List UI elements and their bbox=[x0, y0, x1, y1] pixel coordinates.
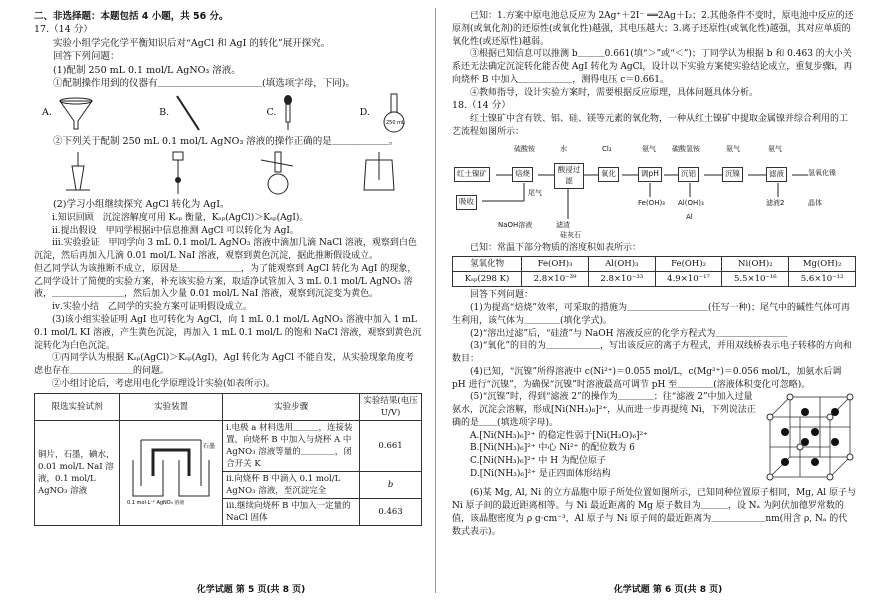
step-cell: ⅲ.继续向烧杯 B 中加入一定量的 NaCl 固体 bbox=[223, 499, 360, 526]
option-a-funnel: A. bbox=[42, 93, 96, 133]
table-header: 实验步骤 bbox=[223, 393, 360, 420]
q17-part3b: ②小组讨论后，考虑用电化学原理设计实验(如表所示)。 bbox=[52, 378, 276, 389]
flow-crystal: 晶体 bbox=[808, 199, 822, 208]
flow-water: 水 bbox=[560, 145, 567, 154]
table-header-row bbox=[35, 393, 422, 420]
ksp-value: 5.6×10⁻¹² bbox=[789, 272, 856, 287]
flow-al: Al bbox=[686, 213, 693, 222]
svg-text:石墨: 石墨 bbox=[203, 442, 216, 450]
q18-part1: (1)为提高“焙烧”效率，可采取的措施为＿＿＿＿＿＿＿＿＿(任写一种)；尾气中的碱性气体可再生利用，该气体为＿＿＿＿(填化学式)。 bbox=[452, 303, 850, 326]
table-header: 实验装置 bbox=[120, 393, 223, 420]
svg-text:250 mL: 250 mL bbox=[385, 119, 405, 126]
page-footer-right: 化学试题 第 6 页(共 8 页) bbox=[613, 585, 723, 596]
given-info: 已知：1.方案中原电池总反应为 2Ag⁺＋2I⁻ ══2Ag＋I₂；2.其他条件不变时，原电池中反应的还原剂(或氧化剂)的还原性(或氧化性)越强，其电压越大；3.离子还原性(或氧化性)越强，其对应单质的氧化性(或还原性)越弱。 bbox=[452, 11, 854, 47]
option-c-dropper: C. bbox=[266, 93, 296, 133]
process-flow-diagram bbox=[452, 141, 856, 239]
funnel-icon bbox=[56, 95, 96, 131]
ksp-value: 5.5×10⁻¹⁶ bbox=[722, 272, 789, 287]
q18-part3: (3)“氧化”的目的为＿＿＿＿＿＿，写出该反应的离子方程式，并用双线桥表示电子转移的方向和数目： bbox=[452, 341, 852, 365]
q17-part3c: ③根据已知信息可以推测 b＿＿＿0.661(填“＞”或“＜”)；丁同学认为根据 b 和 0.463 的大小关系还无法确定沉淀转化能否使 AgI 转化为 AgCl，设计以下实验方案使实验结论成立，重复步骤ⅰ，再向烧杯 B 中加入＿＿＿＿＿＿，测得电压 c＝0.661。 bbox=[452, 49, 853, 85]
flow-al-oh: Al(OH)₃ bbox=[678, 199, 704, 208]
operation-d-icon bbox=[354, 150, 404, 196]
ksp-table bbox=[452, 256, 856, 287]
q18-intro: 红土镍矿中含有铁、铝、硅、镁等元素的氧化物，一种从红土镍矿中提取金属镍并综合利用的工艺流程如图所示： bbox=[452, 113, 849, 137]
ksp-header-row bbox=[453, 257, 856, 272]
option-d: D.[Ni(NH₃)₆]²⁺ 是正四面体形结构 bbox=[470, 468, 611, 479]
ksp-row-label: Kₛₚ(298 K) bbox=[453, 272, 522, 287]
flow-ammonium-bicarbonate: 碳酸氢铵 bbox=[672, 145, 700, 154]
step-iii: ⅲ.实验验证 甲同学向 3 mL 0.1 mol/L AgNO₃ 溶液中滴加几滴 NaCl 溶液，观察到白色沉淀，然后再加入几滴 0.01 mol/L NaI 溶液，观察到黄色沉淀，据此推断假设成立。 bbox=[34, 238, 417, 262]
operation-options bbox=[52, 150, 404, 196]
ksp-header: Fe(OH)₂ bbox=[655, 257, 722, 272]
option-b: B.[Ni(NH₃)₆]²⁺ 中心 Ni²⁺ 的配位数为 6 bbox=[470, 443, 635, 454]
section-title: 二、非选择题：本题包括 4 小题，共 56 分。 bbox=[34, 11, 229, 22]
answer-prompt-18: 回答下列问题： bbox=[470, 290, 534, 301]
q17-intro: 实验小组学完化学平衡知识后对“AgCl 和 AgI 的转化”展开探究。 bbox=[53, 37, 331, 49]
ksp-header: 氢氧化物 bbox=[453, 257, 522, 272]
flow-ph: 调pH bbox=[638, 167, 662, 182]
q18-part5: (5)“沉镍”时，得到“滤液 2”的操作为＿＿＿＿；往“滤液 2”中加入过量氨水，沉淀会溶解，形成[Ni(NH₃)₆]²⁺，从而进一步再提纯 Ni，下列说法正确的是＿＿(填选项字母)。 bbox=[452, 392, 756, 428]
flow-nickel-hydroxide: 氢氧化镍 bbox=[808, 169, 836, 178]
operation-c-icon bbox=[253, 150, 303, 196]
flow-fe-oh: Fe(OH)₃ bbox=[638, 199, 665, 208]
ksp-header: Mg(OH)₂ bbox=[789, 257, 856, 272]
operation-a-icon bbox=[52, 150, 102, 196]
step-i: ⅰ.知识回顾 沉淀溶解度可用 Kₛₚ 衡量，Kₛₚ(AgCl)＞Kₛₚ(AgI)。 bbox=[52, 212, 309, 223]
option-d-flask: D. 250 mL bbox=[360, 93, 414, 133]
table-header: 实验结果(电压 U/V) bbox=[360, 393, 422, 420]
ksp-value-row bbox=[453, 272, 856, 287]
flow-roast: 焙烧 bbox=[512, 167, 533, 182]
q17-part3d: ④教师指导，设计实验方案时，需要根据反应原理，具体问题具体分析。 bbox=[470, 87, 759, 98]
question-17-title: 17.（14 分） bbox=[34, 24, 93, 36]
operation-b-icon bbox=[153, 150, 203, 196]
galvanic-cell-diagram bbox=[123, 436, 219, 506]
flow-tail-gas: 尾气 bbox=[528, 189, 542, 198]
option-c: C.[Ni(NH₃)₆]²⁺ 中 H 为配位原子 bbox=[470, 456, 606, 467]
q17-part2: (2)学习小组继续探究 AgCl 转化为 AgI。 bbox=[53, 199, 230, 211]
flow-naoh: NaOH溶液 bbox=[498, 221, 533, 230]
question-18-title: 18.（14 分） bbox=[452, 100, 511, 112]
q18-part5-block bbox=[452, 391, 856, 487]
ksp-value: 2.8×10⁻³³ bbox=[588, 272, 655, 287]
left-page bbox=[0, 0, 434, 603]
glass-rod-icon bbox=[173, 94, 203, 132]
flow-acid: 硫酸铵 bbox=[514, 145, 535, 154]
ksp-header: Ni(OH)₂ bbox=[722, 257, 789, 272]
volumetric-flask-icon bbox=[374, 93, 414, 133]
result-cell: 0.463 bbox=[360, 499, 422, 526]
q18-part2: (2)“溶出过滤”后，“硅渣”与 NaOH 溶液反应的化学方程式为＿＿＿＿＿＿＿＿ bbox=[470, 328, 788, 339]
flow-ammonia-3: 氨气 bbox=[768, 145, 782, 154]
flow-leach: 酸浸过滤 bbox=[554, 163, 584, 188]
ksp-header: Fe(OH)₃ bbox=[522, 257, 589, 272]
flow-ammonia: 氨气 bbox=[642, 145, 656, 154]
q17-part1a: ①配制操作用到的仪器有＿＿＿＿＿＿＿＿＿＿＿(填选项字母，下同)。 bbox=[53, 78, 355, 90]
flow-residue: 滤渣 bbox=[556, 221, 570, 230]
q17-part3: (3)该小组实验证明 AgI 也可转化为 AgCl，向 1 mL 0.1 mol/L AgNO₃ 溶液中加入 1 mL 0.1 mol/L KI 溶液，产生黄色沉淀，再加入 1 mL 0.1 mol/L 的饱和 NaCl 溶液，观察到黄色沉淀转化为白色沉淀。 bbox=[34, 315, 422, 351]
step-iii-b: 但乙同学认为该推断不成立，原因是＿＿＿＿＿＿＿，为了能观察到 AgCl 转化为 AgI 的现象，乙同学设计了简便的实验方案，补充该实验方案，取适净试管加入 3 mL 0.1 mol/L AgNO₃ 溶液，＿＿＿＿＿＿＿＿，然后加入少量 0.01 mol/L NaI 溶液，观察到沉淀变为黄色。 bbox=[34, 263, 417, 300]
ksp-header: Al(OH)₃ bbox=[588, 257, 655, 272]
flow-ore: 红土镍矿 bbox=[454, 167, 490, 182]
flow-slag: 硅灰石 bbox=[560, 231, 581, 240]
svg-text:0.1 mol·L⁻¹ AgNO₃ 溶液: 0.1 mol·L⁻¹ AgNO₃ 溶液 bbox=[127, 499, 185, 506]
page-footer-left: 化学试题 第 5 页(共 8 页) bbox=[196, 585, 306, 596]
ksp-value: 2.8×10⁻³⁹ bbox=[522, 272, 589, 287]
answer-prompt: 回答下列问题： bbox=[53, 51, 120, 63]
flow-filtrate-2: 滤液2 bbox=[766, 199, 785, 208]
ksp-value: 4.9×10⁻¹⁷ bbox=[655, 272, 722, 287]
step-cell: ⅰ.电极 a 材料选用＿＿＿，连接装置，向烧杯 B 中加入与烧杯 A 中 AgNO₃ 溶液等量的＿＿＿＿，闭合开关 K bbox=[223, 420, 360, 471]
flow-chlorine: Cl₂ bbox=[602, 145, 612, 154]
ksp-intro: 已知：常温下部分物质的溶度积如表所示： bbox=[470, 243, 642, 254]
step-cell: ⅱ.向烧杯 B 中滴入 0.1 mol/L AgNO₃ 溶液，至沉淀完全 bbox=[223, 471, 360, 498]
crystal-cell-diagram bbox=[764, 391, 856, 487]
option-b-rod: B. bbox=[159, 93, 203, 133]
table-row bbox=[35, 420, 422, 471]
page-divider bbox=[435, 8, 436, 593]
result-cell: 0.661 bbox=[360, 420, 422, 471]
result-cell: b bbox=[360, 471, 422, 498]
step-ii: ⅱ.提出假设 甲同学根据ⅰ中信息推测 AgCl 可以转化为 AgI。 bbox=[52, 225, 299, 236]
dropper-icon bbox=[280, 94, 296, 132]
q17-part1: (1)配制 250 mL 0.1 mol/L AgNO₃ 溶液。 bbox=[53, 64, 241, 76]
apparatus-options bbox=[42, 93, 414, 133]
flow-ammonia-2: 氨气 bbox=[726, 145, 740, 154]
flow-ppt-ni: 沉镍 bbox=[722, 167, 743, 182]
apparatus-cell bbox=[120, 420, 223, 526]
reagents-cell: 铜片，石墨，碘水，0.01 mol/L NaI 溶液，0.1 mol/L AgNO₃ 溶液 bbox=[35, 420, 120, 526]
flow-absorb: 吸收 bbox=[456, 195, 477, 210]
q18-part6: (6)某 Mg, Al, Ni 的立方晶胞中原子所处位置如图所示，已知同种位置原子相同，Mg, Al 原子与 Ni 原子间的最近距离相等。与 Ni 最近距离的 Mg 原子数目为＿＿＿，设 Nₐ 为阿伏加德罗常数的值，该晶胞密度为 ρ g·cm⁻³，Al 原子与 Ni 原子间的最近距离为＿＿＿＿＿＿nm(用含 ρ, Nₐ 的代数式表示)。 bbox=[452, 488, 856, 537]
q17-part3a: ①丙同学认为根据 Kₛₚ(AgCl)＞Kₛₚ(AgI)，AgI 转化为 AgCl 不能自发，从实验现象角度考虑也存在＿＿＿＿＿＿＿的问题。 bbox=[34, 353, 414, 377]
table-header: 限选实验试剂 bbox=[35, 393, 120, 420]
step-iv: ⅳ.实验小结 乙同学的实验方案可证明假设成立。 bbox=[52, 302, 252, 313]
flow-ppt-al: 沉铝 bbox=[678, 167, 699, 182]
flow-filtrate: 滤液 bbox=[766, 167, 787, 182]
option-a: A.[Ni(NH₃)₆]²⁺ 的稳定性弱于[Ni(H₂O)₆]²⁺ bbox=[470, 430, 648, 441]
experiment-table bbox=[34, 393, 422, 527]
q18-part4: (4)已知，“沉镍”所得溶液中 c(Ni²⁺)＝0.055 mol/L，c(Mg²⁺)＝0.056 mol/L，加氨水后调 pH 进行“沉镍”，为确保“沉镍”时溶液最高可调节 pH 至＿＿＿＿(溶液体积变化可忽略)。 bbox=[452, 366, 842, 390]
q17-part1b: ②下列关于配制 250 mL 0.1 mol/L AgNO₃ 溶液的操作正确的是＿＿＿＿＿＿。 bbox=[53, 135, 399, 147]
flow-oxidation: 氧化 bbox=[598, 167, 619, 182]
right-page bbox=[438, 0, 870, 603]
